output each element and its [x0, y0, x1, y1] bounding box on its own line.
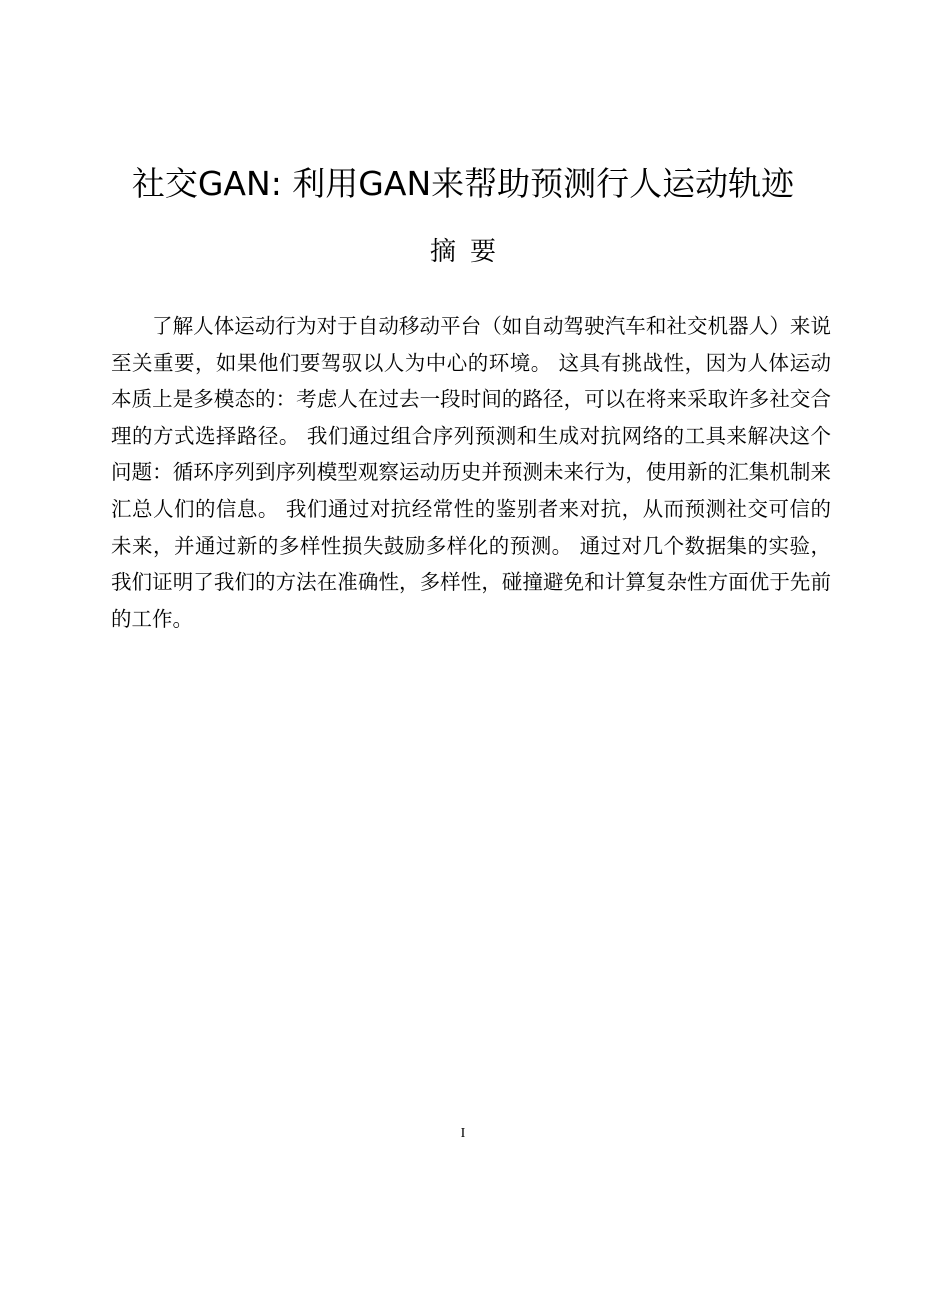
abstract-paragraph: 了解人体运动行为对于自动移动平台（如自动驾驶汽车和社交机器人）来说至关重要，如果他们要驾驭以人为中心的环境。 这具有挑战性，因为人体运动本质上是多模态的：考虑人在过去一段时间的路径，可以在将来采取许多社交合理的方式选择路径。 我们通过组合序列预测和生成对抗网络的工具来解决这个问题：循环序列到序列模型观察运动历史并预测未来行为，使用新的汇集机制来汇总人们的信息。 我们通过对抗经常性的鉴别者来对抗，从而预测社交可信的未来，并通过新的多样性损失鼓励多样化的预测。 通过对几个数据集的实验，我们证明了我们的方法在准确性，多样性，碰撞避免和计算复杂性方面优于先前的工作。 [111, 314, 831, 631]
paper-title: 社交GAN: 利用GAN来帮助预测行人运动轨迹 [131, 164, 795, 203]
page-number: I [460, 1126, 466, 1141]
abstract-heading: 摘要 [429, 237, 510, 267]
